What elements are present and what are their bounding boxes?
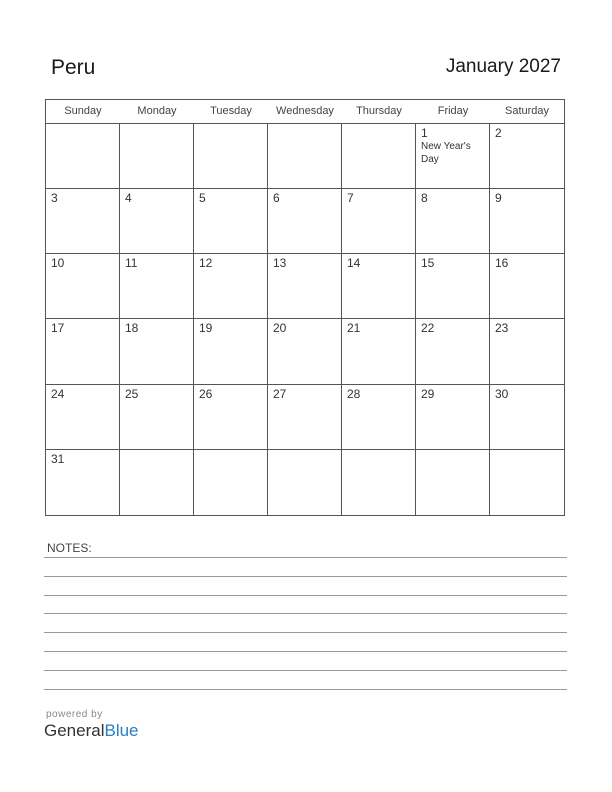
day-cell [194,254,268,319]
day-number: 5 [199,191,206,206]
day-number: 8 [421,191,428,206]
day-cell [194,319,268,384]
note-line [44,613,567,614]
weekday-wednesday: Wednesday [276,105,334,117]
day-cell [342,189,416,254]
note-line [44,689,567,690]
day-cell [490,385,564,450]
day-number: 17 [51,321,65,336]
day-number: 21 [347,321,361,336]
weekday-thursday: Thursday [356,105,402,117]
day-number: 20 [273,321,287,336]
day-number: 31 [51,451,65,466]
day-cell [416,385,490,450]
weekday-header [46,100,564,124]
day-number: 12 [199,256,213,271]
day-cell [416,189,490,254]
day-cell [194,124,268,189]
day-number: 9 [495,191,502,206]
day-cell [490,450,564,515]
day-cell [342,124,416,189]
brand-blue: Blue [104,721,139,740]
weekday-sunday: Sunday [64,105,102,117]
day-cell [120,319,194,384]
day-number: 27 [273,386,287,401]
note-line [44,651,567,652]
note-line [44,557,567,558]
day-cell [46,254,120,319]
day-number: 11 [125,256,138,271]
day-cell [342,319,416,384]
day-number: 18 [125,321,139,336]
day-cell [416,254,490,319]
day-cell [268,189,342,254]
day-cell [46,189,120,254]
day-cell [194,189,268,254]
day-number: 1 [421,126,428,140]
day-cell [46,450,120,515]
day-number: 14 [347,256,361,271]
day-cell [342,385,416,450]
note-line [44,595,567,596]
day-cell [490,124,564,189]
day-cell [416,450,490,515]
weekday-monday: Monday [137,105,177,117]
note-line [44,576,567,577]
day-cell [194,385,268,450]
day-cell [120,189,194,254]
day-grid [46,124,564,515]
calendar-grid [45,99,565,516]
country-title: Peru [51,56,96,79]
day-number: 3 [51,191,58,206]
day-cell [342,254,416,319]
day-number: 30 [495,386,509,401]
day-number: 26 [199,386,213,401]
day-cell [268,385,342,450]
day-cell [268,319,342,384]
day-number: 2 [495,126,502,140]
day-cell [490,319,564,384]
note-line [44,632,567,633]
day-cell [490,189,564,254]
day-cell [120,124,194,189]
day-cell [342,450,416,515]
day-number: 28 [347,386,361,401]
note-line [44,670,567,671]
day-number: 23 [495,321,509,336]
day-cell [194,450,268,515]
notes-label: NOTES: [47,541,92,555]
day-number: 16 [495,256,509,271]
day-number: 25 [125,386,139,401]
day-number: 29 [421,386,435,401]
brand-general: General [44,721,105,740]
day-number: 22 [421,321,435,336]
day-cell [46,124,120,189]
day-cell [490,254,564,319]
day-number: 4 [125,191,132,206]
day-cell [120,450,194,515]
day-cell [268,124,342,189]
day-cell [46,385,120,450]
day-number: 10 [51,256,65,271]
day-cell [46,319,120,384]
day-number: 24 [51,386,65,401]
day-cell [268,254,342,319]
day-number: 15 [421,256,435,271]
month-title: January 2027 [445,56,561,77]
day-cell [416,319,490,384]
weekday-tuesday: Tuesday [210,105,252,117]
day-cell [416,124,490,189]
holiday-label: New Year's Day [421,141,471,165]
day-number: 6 [273,191,280,206]
day-cell [268,450,342,515]
day-number: 7 [347,191,354,206]
brand-logo [44,721,139,741]
powered-by: powered by [46,709,103,720]
day-cell [120,385,194,450]
day-cell [120,254,194,319]
day-number: 19 [199,321,213,336]
weekday-saturday: Saturday [504,105,550,117]
day-number: 13 [273,256,287,271]
weekday-friday: Friday [437,105,469,117]
